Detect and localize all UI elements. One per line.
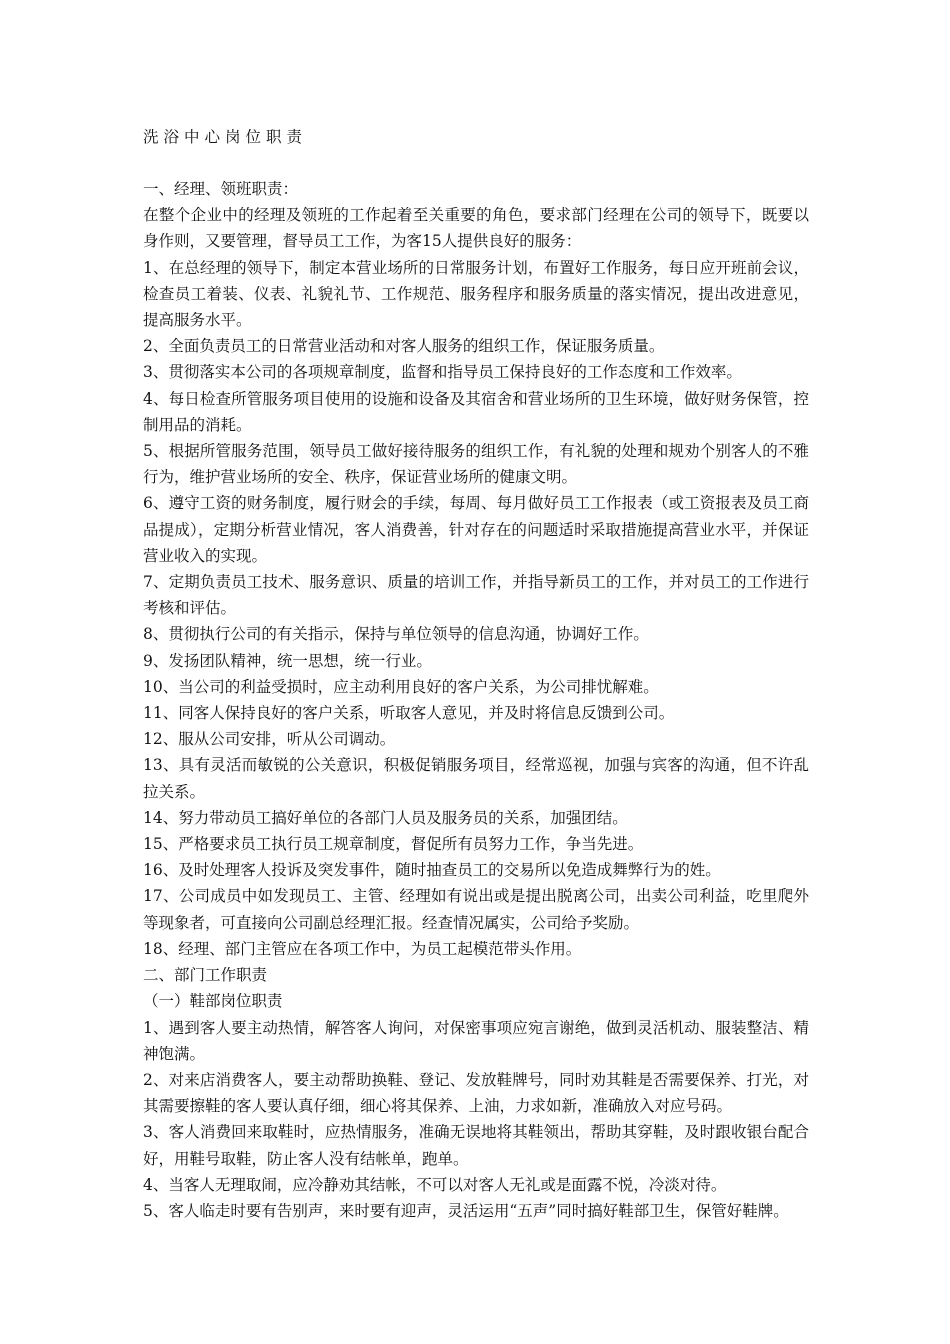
duty-item-6: 6、遵守工资的财务制度，履行财会的手续，每周、每月做好员工工作报表（或工资报表及员工商品提成），定期分析营业情况，客人消费善，针对存在的问题适时采取措施提高营业水平，并保证营业收入的实现。 [143,494,809,565]
shoe-duty-item-5: 5、客人临走时要有告别声，来时要有迎声，灵活运用“五声”同时搞好鞋部卫生，保管好鞋牌。 [143,1201,789,1220]
section1-heading: 一、经理、领班职责： [143,180,299,198]
section2-subheading: （一）鞋部岗位职责 [143,992,283,1011]
duty-item-13: 13、具有灵活而敏锐的公关意识，积极促销服务项目，经常巡视，加强与宾客的沟通，但不许乱拉关系。 [143,756,809,801]
shoe-duty-item-1: 1、遇到客人要主动热情，解答客人询问，对保密事项应宛言谢绝，做到灵活机动、服装整洁、精神饱满。 [143,1018,809,1063]
duty-item-3: 3、贯彻落实本公司的各项规章制度，监督和指导员工保持良好的工作态度和工作效率。 [143,363,742,382]
duty-item-1: 1、在总经理的领导下，制定本营业场所的日常服务计划，布置好工作服务，每日应开班前会议，检查员工着装、仪表、礼貌礼节、工作规范、服务程序和服务质量的落实情况，提出改进意见，提高服务水平。 [143,258,809,330]
duty-item-15: 15、严格要求员工执行员工规章制度，督促所有员努力工作，争当先进。 [143,835,644,854]
duty-item-17: 17、公司成员中如发现员工、主管、经理如有说出或是提出脱离公司，出卖公司利益，吃里爬外等现象者，可直接向公司副总经理汇报。经查情况属实，公司给予奖励。 [143,887,809,932]
shoe-duty-item-4: 4、当客人无理取闹，应冷静劝其结帐，不可以对客人无礼或是面露不悦，冷淡对待。 [143,1175,727,1194]
duty-item-11: 11、同客人保持良好的客户关系，听取客人意见，并及时将信息反馈到公司。 [143,704,675,723]
section2-heading: 二、部门工作职责 [143,966,268,985]
duty-item-7: 7、定期负责员工技术、服务意识、质量的培训工作，并指导新员工的工作，并对员工的工作进行考核和评估。 [143,573,809,618]
duty-item-9: 9、发扬团队精神，统一思想，统一行业。 [143,651,432,670]
duty-item-4: 4、每日检查所管服务项目使用的设施和设备及其宿舍和营业场所的卫生环境，做好财务保管，控制用品的消耗。 [143,389,809,434]
duty-item-12: 12、服从公司安排，听从公司调动。 [143,730,396,749]
document-page [143,124,809,1224]
document-body [143,176,809,1224]
document-title: 洗浴中心岗位职责 [143,128,308,146]
duty-item-18: 18、经理、部门主管应在各项工作中，为员工起模范带头作用。 [143,939,582,958]
section1-intro: 在整个企业中的经理及领班的工作起着至关重要的角色，要求部门经理在公司的领导下，既要以身作则，又要管理，督导员工工作，为客15人提供良好的服务： [143,206,809,251]
duty-item-5: 5、根据所管服务范围，领导员工做好接待服务的组织工作，有礼貌的处理和规劝个别客人的不雅行为，维护营业场所的安全、秩序，保证营业场所的健康文明。 [143,442,809,487]
shoe-duty-item-2: 2、对来店消费客人，要主动帮助换鞋、登记、发放鞋牌号，同时劝其鞋是否需要保养、打光，对其需要擦鞋的客人要认真仔细，细心将其保养、上油，力求如新，准确放入对应号码。 [143,1070,809,1116]
duty-item-10: 10、当公司的利益受损时，应主动利用良好的客户关系，为公司排忧解难。 [143,677,659,696]
duty-item-2: 2、全面负责员工的日常营业活动和对客人服务的组织工作，保证服务质量。 [143,337,665,356]
shoe-duty-item-3: 3、客人消费回来取鞋时，应热情服务，准确无误地将其鞋领出，帮助其穿鞋，及时跟收银台配合好，用鞋号取鞋，防止客人没有结帐单，跑单。 [143,1123,809,1168]
duty-item-8: 8、贯彻执行公司的有关指示，保持与单位领导的信息沟通，协调好工作。 [143,625,649,644]
duty-item-16: 16、及时处理客人投诉及突发事件，随时抽查员工的交易所以免造成舞弊行为的姓。 [143,861,721,880]
duty-item-14: 14、努力带动员工搞好单位的各部门人员及服务员的关系，加强团结。 [143,808,628,827]
